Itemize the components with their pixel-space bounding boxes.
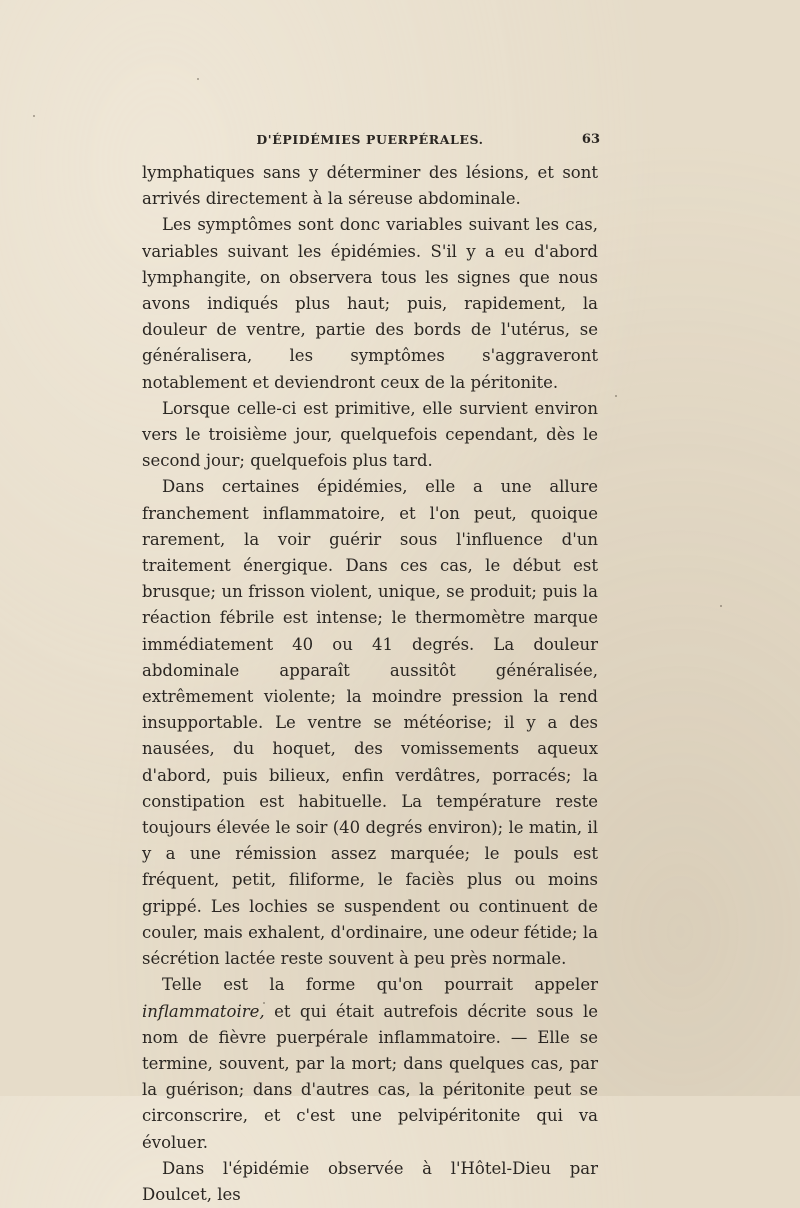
page-number: 63 <box>581 132 600 147</box>
paragraph-5 <box>142 972 598 1155</box>
running-title: D'ÉPIDÉMIES PUERPÉRALES. <box>256 132 484 147</box>
paper-speck <box>615 395 617 397</box>
paper-speck <box>197 78 199 80</box>
paragraph-5-italic-term: inflammatoire, <box>142 1001 265 1021</box>
paragraph-5-after: et qui était autrefois décrite sous le nom de fièvre puerpérale inflammatoire. — Elle se termine, souvent, par la mort; dans quelques cas, par la guérison; dans d'autres cas, la péritonite peut se circonscrire, et c'est une pelvipéritonite qui va évoluer. <box>142 1001 598 1152</box>
paragraph-4: Dans certaines épidémies, elle a une allure franchement inflammatoire, et l'on peut, quoique rarement, la voir guérir sous l'influence d'un traitement énergique. Dans ces cas, le début est brusque; un frisson violent, unique, se produit; puis la réaction fébrile est intense; le thermomètre marque immédiatement 40 ou 41 degrés. La douleur abdominale apparaît aussitôt généralisée, extrêmement violente; la moindre pression la rend insupportable. Le ventre se météorise; il y a des nausées, du hoquet, des vomissements aqueux d'abord, puis bilieux, enfin verdâtres, porracés; la constipation est habituelle. La température reste toujours élevée le soir (40 degrés environ); le matin, il y a une rémission assez marquée; le pouls est fréquent, petit, filiforme, le faciès plus ou moins grippé. Les lochies se suspendent ou continuent de couler, mais exhalent, d'ordinaire, une odeur fétide; la sécrétion lactée reste souvent à peu près normale. <box>142 477 598 969</box>
paper-speck <box>33 115 35 117</box>
paper-speck <box>720 605 722 607</box>
paper-speck <box>263 1002 265 1004</box>
body-text <box>142 160 598 1208</box>
paragraph-5-before: Telle est la forme qu'on pourrait appeler <box>162 975 598 995</box>
paragraph-2: Les symptômes sont donc variables suivant les cas, variables suivant les épidémies. S'il y a eu d'abord lymphangite, on observera tous les signes que nous avons indiqués plus haut; puis, rapidement, la douleur de ventre, partie des bords de l'utérus, se généralisera, les symptômes s'aggraveront notablement et deviendront ceux de la péritonite. <box>142 215 598 392</box>
paragraph-3: Lorsque celle-ci est primitive, elle survient environ vers le troisième jour, quelquefois cependant, dès le second jour; quelquefois plus tard. <box>142 398 598 471</box>
paragraph-1: lymphatiques sans y déterminer des lésions, et sont arrivés directement à la séreuse abdominale. <box>142 163 598 209</box>
paragraph-6: Dans l'épidémie observée à l'Hôtel-Dieu par Doulcet, les <box>142 1158 598 1204</box>
running-head <box>140 132 600 154</box>
